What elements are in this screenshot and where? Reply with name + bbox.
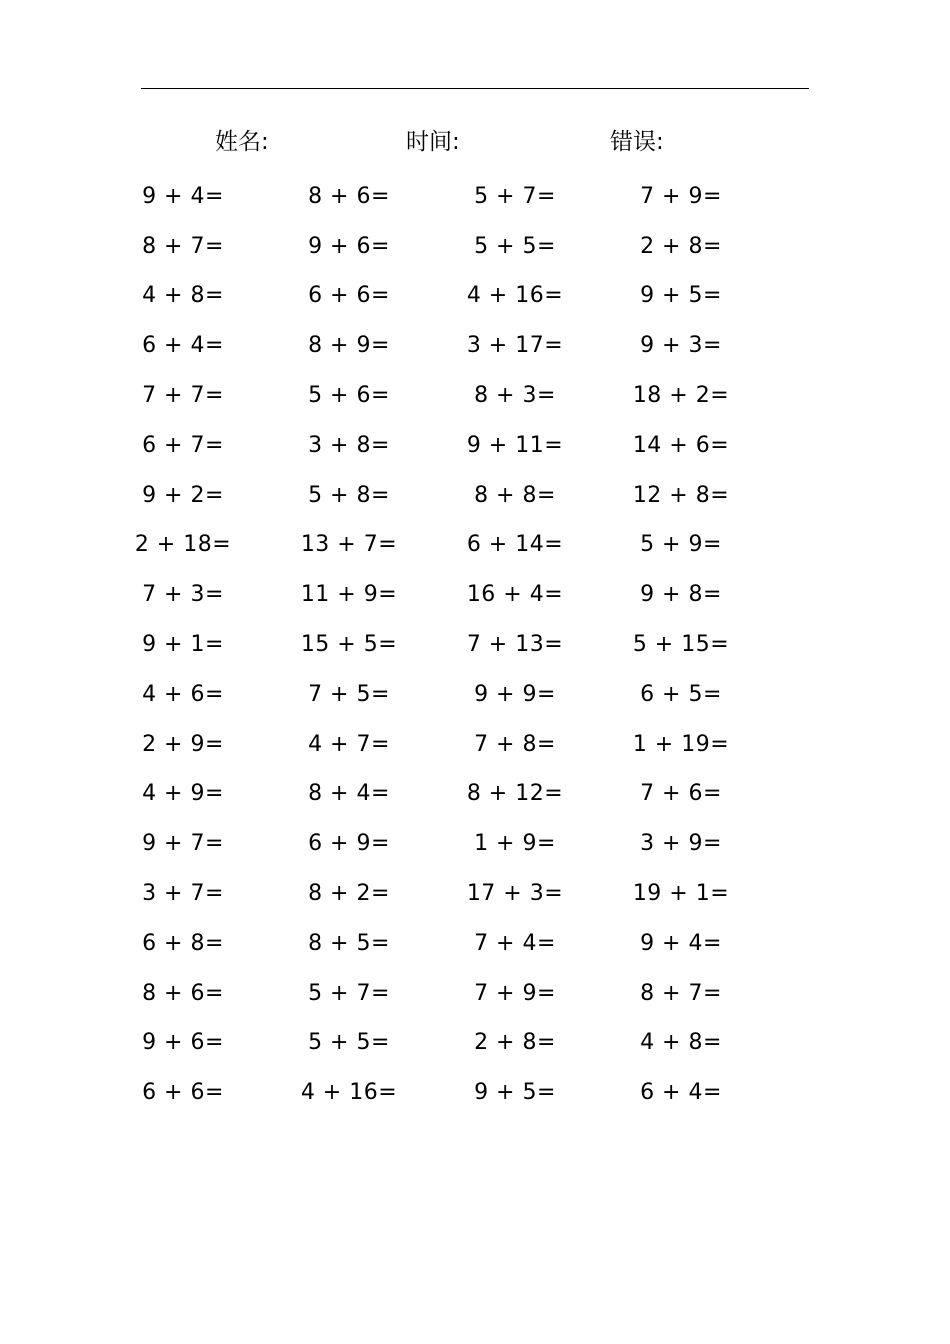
problem-item: 7 + 9= <box>474 980 556 1006</box>
problem-item: 8 + 8= <box>474 482 556 508</box>
problem-row <box>100 919 820 969</box>
error-label: 错误: <box>610 129 664 155</box>
problem-row <box>100 670 820 720</box>
problem-item: 6 + 6= <box>308 283 390 309</box>
problem-item: 3 + 17= <box>466 333 564 359</box>
problem-row <box>100 172 820 222</box>
problem-row <box>100 421 820 471</box>
problem-item: 9 + 5= <box>640 283 722 309</box>
problem-item: 18 + 2= <box>632 383 730 409</box>
problem-item: 4 + 6= <box>142 681 224 707</box>
problem-item: 15 + 5= <box>300 632 398 658</box>
problem-item: 8 + 3= <box>474 383 556 409</box>
problem-item: 6 + 9= <box>308 831 390 857</box>
problem-item: 8 + 2= <box>308 881 390 907</box>
problem-item: 4 + 7= <box>308 731 390 757</box>
problem-item: 2 + 9= <box>142 731 224 757</box>
problem-item: 5 + 5= <box>308 1030 390 1056</box>
problem-item: 6 + 8= <box>142 930 224 956</box>
problem-item: 8 + 12= <box>466 781 564 807</box>
problem-row <box>100 620 820 670</box>
problem-item: 9 + 6= <box>142 1030 224 1056</box>
problem-row <box>100 869 820 919</box>
problem-item: 7 + 7= <box>142 383 224 409</box>
problem-row <box>100 371 820 421</box>
problem-item: 17 + 3= <box>466 881 564 907</box>
problem-item: 9 + 1= <box>142 632 224 658</box>
problem-item: 5 + 7= <box>308 980 390 1006</box>
problem-item: 3 + 7= <box>142 881 224 907</box>
name-label: 姓名: <box>215 129 269 155</box>
problem-item: 7 + 9= <box>640 183 722 209</box>
problem-row <box>100 1019 820 1069</box>
problem-item: 5 + 6= <box>308 383 390 409</box>
problem-item: 8 + 4= <box>308 781 390 807</box>
problem-row <box>100 321 820 371</box>
problem-row <box>100 1068 820 1118</box>
top-rule <box>141 88 809 89</box>
problem-row <box>100 570 820 620</box>
problem-item: 8 + 7= <box>640 980 722 1006</box>
problem-item: 4 + 8= <box>142 283 224 309</box>
problem-item: 9 + 11= <box>466 432 564 458</box>
problem-item: 9 + 2= <box>142 482 224 508</box>
problem-item: 4 + 16= <box>300 1080 398 1106</box>
problem-grid <box>100 172 820 1118</box>
problem-item: 3 + 8= <box>308 432 390 458</box>
problem-item: 3 + 9= <box>640 831 722 857</box>
problem-item: 5 + 5= <box>474 233 556 259</box>
problem-row <box>100 222 820 272</box>
problem-item: 1 + 19= <box>632 731 730 757</box>
problem-item: 11 + 9= <box>300 582 398 608</box>
problem-item: 9 + 9= <box>474 681 556 707</box>
problem-row <box>100 272 820 322</box>
problem-item: 9 + 5= <box>474 1080 556 1106</box>
problem-row <box>100 819 820 869</box>
problem-item: 2 + 8= <box>640 233 722 259</box>
problem-item: 4 + 16= <box>466 283 564 309</box>
problem-item: 5 + 15= <box>632 632 730 658</box>
problem-item: 9 + 6= <box>308 233 390 259</box>
problem-item: 13 + 7= <box>300 532 398 558</box>
problem-item: 19 + 1= <box>632 881 730 907</box>
problem-row <box>100 521 820 571</box>
problem-row <box>100 720 820 770</box>
problem-item: 9 + 3= <box>640 333 722 359</box>
problem-item: 6 + 4= <box>142 333 224 359</box>
problem-item: 7 + 3= <box>142 582 224 608</box>
problem-item: 6 + 14= <box>466 532 564 558</box>
problem-item: 6 + 5= <box>640 681 722 707</box>
problem-row <box>100 969 820 1019</box>
problem-row <box>100 471 820 521</box>
problem-item: 8 + 9= <box>308 333 390 359</box>
problem-item: 7 + 4= <box>474 930 556 956</box>
problem-item: 9 + 8= <box>640 582 722 608</box>
problem-item: 2 + 8= <box>474 1030 556 1056</box>
problem-item: 6 + 7= <box>142 432 224 458</box>
problem-item: 7 + 13= <box>466 632 564 658</box>
problem-item: 6 + 6= <box>142 1080 224 1106</box>
problem-item: 5 + 9= <box>640 532 722 558</box>
problem-item: 1 + 9= <box>474 831 556 857</box>
problem-item: 8 + 7= <box>142 233 224 259</box>
problem-item: 9 + 4= <box>640 930 722 956</box>
time-label: 时间: <box>406 129 460 155</box>
problem-item: 8 + 6= <box>308 183 390 209</box>
problem-item: 5 + 8= <box>308 482 390 508</box>
problem-item: 12 + 8= <box>632 482 730 508</box>
problem-row <box>100 770 820 820</box>
problem-item: 8 + 6= <box>142 980 224 1006</box>
problem-item: 14 + 6= <box>632 432 730 458</box>
problem-item: 2 + 18= <box>134 532 232 558</box>
problem-item: 8 + 5= <box>308 930 390 956</box>
problem-item: 6 + 4= <box>640 1080 722 1106</box>
problem-item: 7 + 6= <box>640 781 722 807</box>
problem-item: 9 + 7= <box>142 831 224 857</box>
problem-item: 4 + 9= <box>142 781 224 807</box>
problem-item: 7 + 8= <box>474 731 556 757</box>
problem-item: 4 + 8= <box>640 1030 722 1056</box>
problem-item: 9 + 4= <box>142 183 224 209</box>
problem-item: 5 + 7= <box>474 183 556 209</box>
problem-item: 16 + 4= <box>466 582 564 608</box>
problem-item: 7 + 5= <box>308 681 390 707</box>
